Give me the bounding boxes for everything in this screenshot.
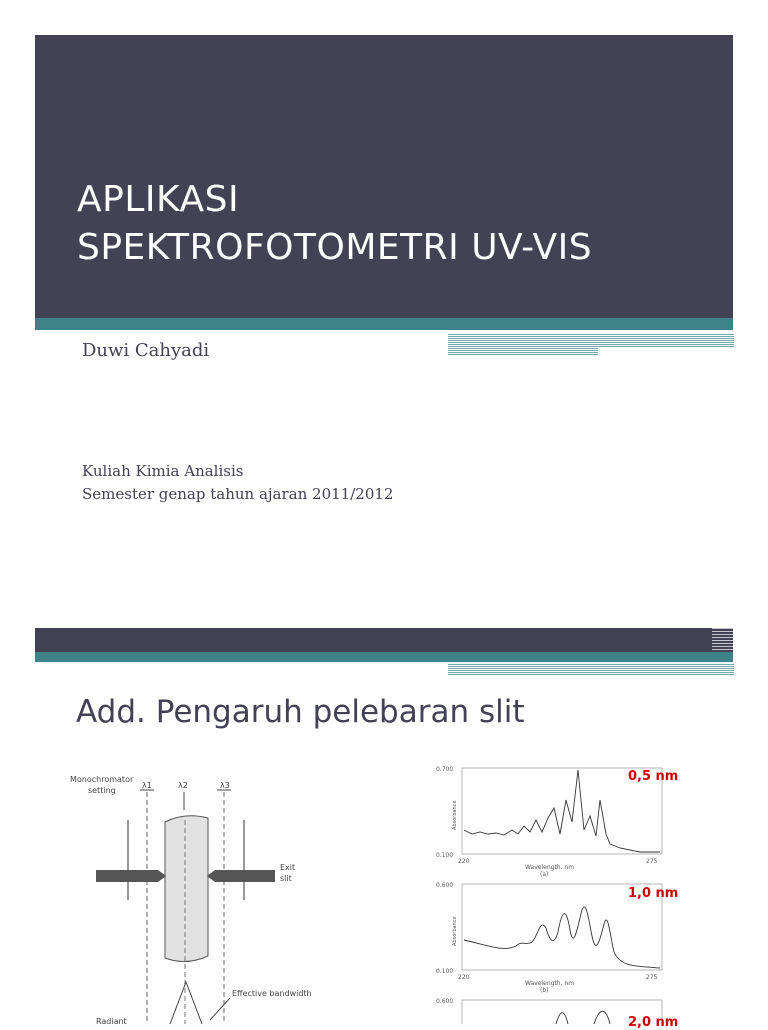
spectrum-b-panel: (b): [540, 987, 549, 994]
spectrum-a-xleft: 220: [458, 858, 470, 865]
slide2-accent-band: [35, 652, 733, 662]
dotted-stripe-decoration: [448, 334, 734, 358]
accent-band: [35, 318, 733, 330]
author-name: Duwi Cahyadi: [82, 340, 210, 361]
slide-title-line-1: APLIKASI: [77, 179, 240, 220]
exit-label-1: Exit: [280, 863, 296, 872]
slit-label-0-5nm: 0,5 nm: [628, 769, 679, 784]
radiant-label: Radiant: [96, 1017, 127, 1024]
mono-label-1: Monochromator: [70, 775, 134, 784]
course-name: Kuliah Kimia Analisis: [82, 462, 244, 480]
spectrum-b-xleft: 220: [458, 974, 470, 981]
spectrum-a-ylabel: Absorbance: [452, 800, 458, 830]
spectrum-a-panel: (a): [540, 871, 549, 878]
spectrum-a-xlabel: Wavelength, nm: [525, 864, 575, 871]
slide2-header: [35, 628, 733, 652]
slit-diagram: [60, 760, 390, 1024]
slide2-title: Add. Pengaruh pelebaran slit: [76, 694, 525, 730]
spectrum-b-ylabel: Absorbance: [452, 916, 458, 946]
spectrum-b-xlabel: Wavelength, nm: [525, 980, 575, 987]
slide-title-line-2: SPEKTROFOTOMETRI UV-VIS: [77, 227, 593, 268]
spectrum-b-xright: 275: [646, 974, 658, 981]
bandwidth-label: Effective bandwidth: [232, 989, 312, 998]
course-info: [82, 460, 393, 506]
course-semester: Semester genap tahun ajaran 2011/2012: [82, 485, 394, 503]
spectrum-b-ybottom: 0.100: [436, 968, 454, 975]
spectrum-a-xright: 275: [646, 858, 658, 865]
spectrum-c-ytop: 0.600: [436, 998, 454, 1005]
slide2-dotted-stripe: [448, 664, 734, 678]
slit-label-2-0nm: 2,0 nm: [628, 1015, 679, 1030]
lambda-3-label: λ3: [220, 781, 230, 790]
slide-title: [77, 176, 717, 272]
spectrum-a-ytop: 0.700: [436, 766, 454, 773]
spectrum-a-ybottom: 0.100: [436, 852, 454, 859]
lambda-2-label: λ2: [178, 781, 188, 790]
mono-label-2: setting: [88, 786, 116, 795]
corner-stripe-decoration: [712, 628, 734, 652]
exit-label-2: slit: [280, 874, 292, 883]
spectrum-b-ytop: 0.600: [436, 882, 454, 889]
slit-label-1-0nm: 1,0 nm: [628, 886, 679, 901]
lambda-1-label: λ1: [142, 781, 152, 790]
